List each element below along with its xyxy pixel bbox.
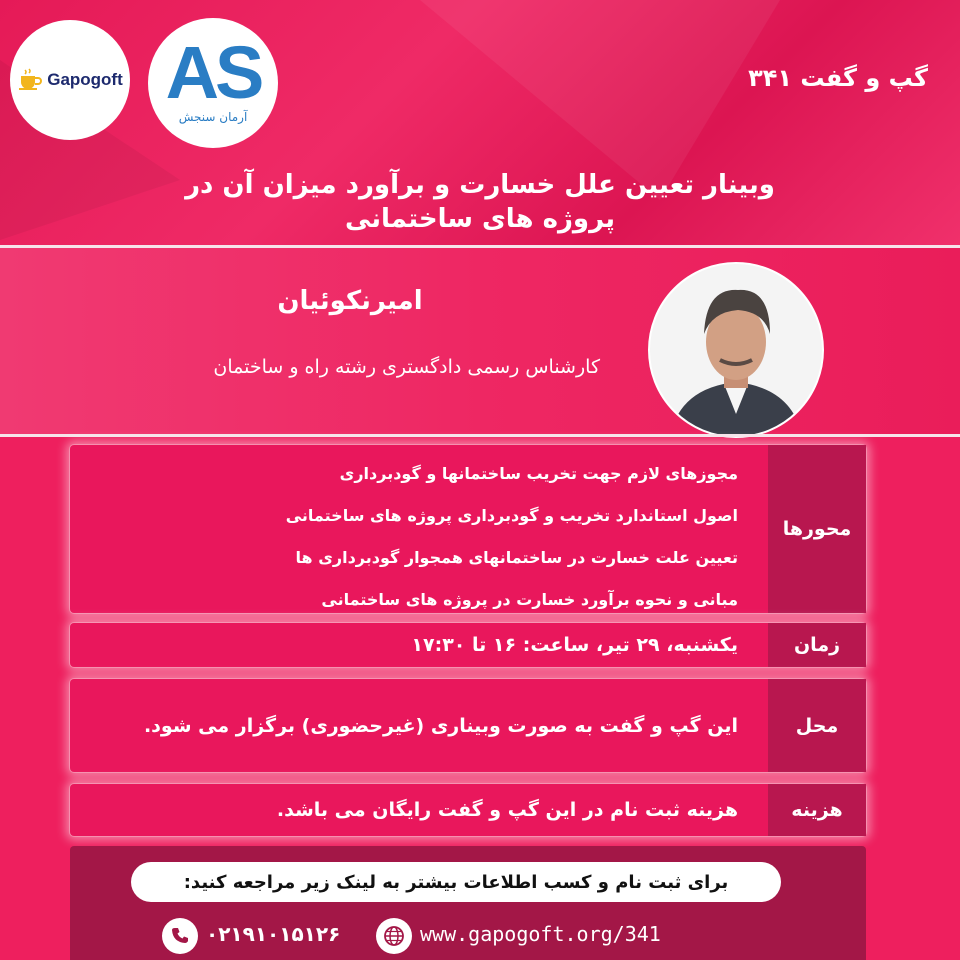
arman-sanjesh-logo-letters: AS [165,31,261,114]
time-row [70,623,866,667]
topic-item: تعیین علت خسارت در ساختمانهای همجوار گودبرداری ها [295,548,738,567]
fee-value: هزینه ثبت نام در این گپ و گفت رایگان می باشد. [276,799,738,821]
place-label: محل [768,679,866,772]
time-value: یکشنبه، ۲۹ تیر، ساعت: ۱۶ تا ۱۷:۳۰ [411,634,738,656]
topics-label: محورها [768,445,866,613]
webinar-title-line-1: وبینار تعیین علل خسارت و برآورد میزان آن در [185,170,775,200]
arman-sanjesh-logo-name: آرمان سنجش [178,110,248,124]
topics-list [286,453,738,621]
topic-item: مجوزهای لازم جهت تخریب ساختمانها و گودبرداری [339,464,738,483]
fee-row [70,784,866,836]
register-info: برای ثبت نام و کسب اطلاعات بیشتر به لینک زیر مراجعه کنید: [131,862,781,902]
topic-item: اصول استاندارد تخریب و گودبرداری پروژه های ساختمانی [285,506,738,525]
gapogoft-logo [10,20,130,140]
time-label: زمان [768,623,866,667]
speaker-name: امیرنکوئیان [277,286,423,316]
arman-sanjesh-logo [148,18,278,148]
topics-row [70,445,866,613]
fee-label: هزینه [768,784,866,836]
cup-icon [17,68,43,92]
phone-icon [162,918,198,954]
website-link[interactable]: www.gapogoft.org/341 [420,922,661,946]
divider-bottom [0,434,960,437]
series-label: گپ و گفت ۳۴۱ [748,64,928,92]
place-value: این گپ و گفت به صورت وبیناری (غیرحضوری) برگزار می شود. [143,714,738,737]
webinar-title [140,168,820,236]
globe-icon [376,918,412,954]
place-row [70,679,866,772]
topic-item: مبانی و نحوه برآورد خسارت در پروژه های ساختمانی [321,590,738,609]
speaker-photo [648,262,824,438]
phone-number: ۰۲۱۹۱۰۱۵۱۲۶ [206,922,341,946]
gapogoft-logo-text: Gapogoft [47,70,123,89]
speaker-role: کارشناس رسمی دادگستری رشته راه و ساختمان [213,356,600,378]
webinar-title-line-2: پروژه های ساختمانی [344,204,616,234]
